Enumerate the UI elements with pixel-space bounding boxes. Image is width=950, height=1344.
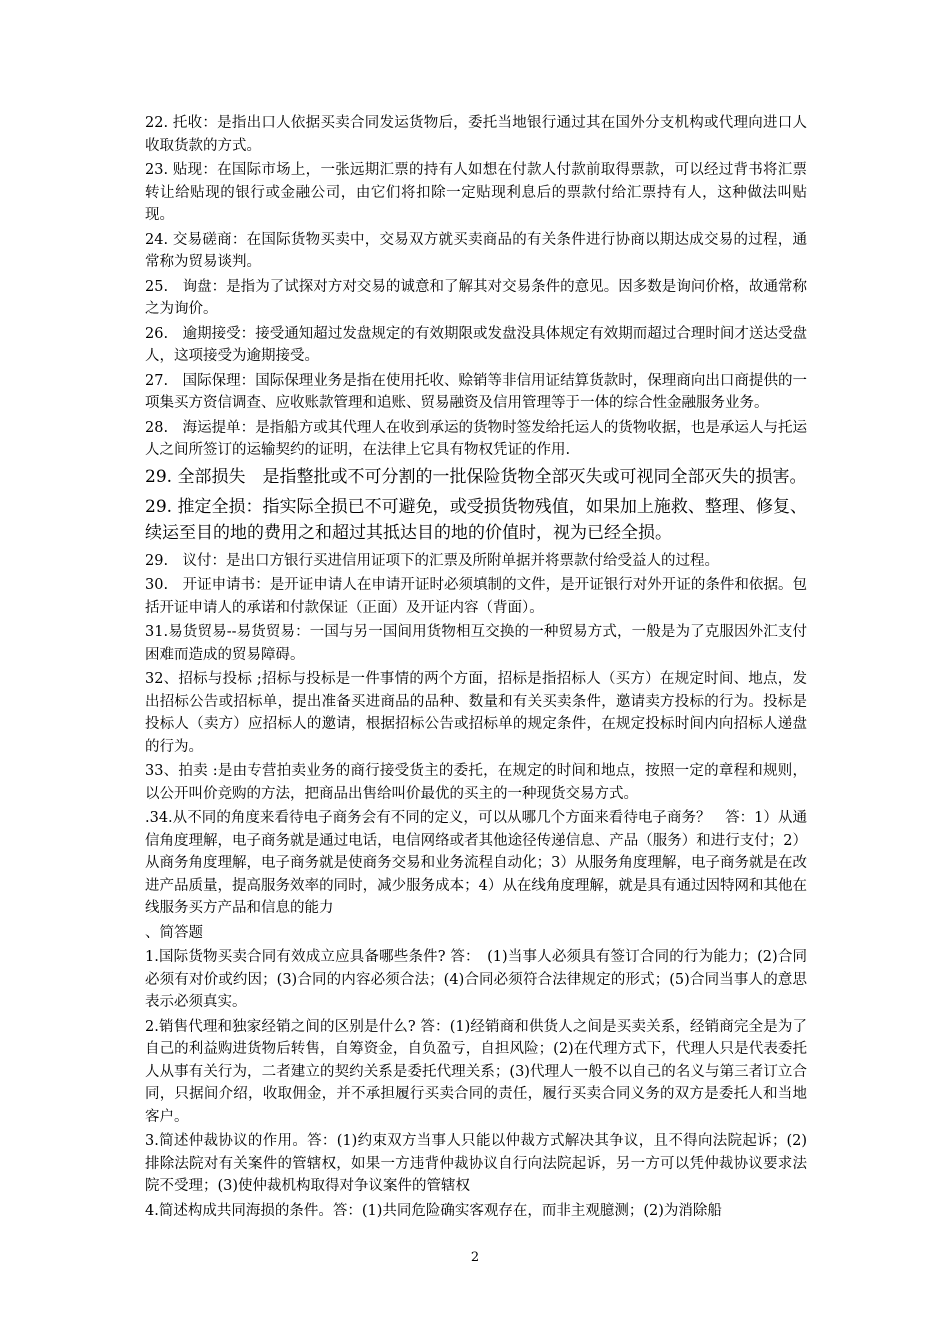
paragraph-31-barter: 31.易货贸易--易货贸易：一国与另一国间用货物相互交换的一种贸易方式，一般是为了克服因外汇支付困难而造成的贸易障碍。 <box>145 624 807 663</box>
paragraph-27-factoring: 27. 国际保理：国际保理业务是指在使用托收、赊销等非信用证结算货款时，保理商向出口商提供的一项集买方资信调查、应收账款管理和追账、贸易融资及信用管理等于一体的综合性金融服务业务。 <box>145 372 807 411</box>
paragraph-28-bill-of-lading: 28. 海运提单：是指船方或其代理人在收到承运的货物时签发给托运人的货物收据，也是承运人与托运人之间所签订的运输契约的证明，在法律上它具有物权凭证的作用. <box>145 419 807 458</box>
paragraph-26-late-acceptance: 26. 逾期接受：接受通知超过发盘规定的有效期限或发盘没具体规定有效期而超过合理时间才送达受盘人，这项接受为逾期接受。 <box>145 325 807 364</box>
question-3: 3.简述仲裁协议的作用。答：(1)约束双方当事人只能以仲裁方式解决其争议，且不得向法院起诉；(2)排除法院对有关案件的管辖权，如果一方违背仲裁协议自行向法院起诉，另一方可以凭仲裁协议要求法院不受理；(3)使仲裁机构取得对争议案件的管辖权 <box>145 1133 807 1194</box>
paragraph-29-total-loss: 29. 全部损失 是指整批或不可分割的一批保险货物全部灭失或可视同全部灭失的损害。 <box>145 466 807 487</box>
question-1: 1.国际货物买卖合同有效成立应具备哪些条件? 答： (1)当事人必须具有签订合同的行为能力；(2)合同必须有对价或约因；(3)合同的内容必须合法；(4)合同必须符合法律规定的形式；(5)合同当事人的意思表示必须真实。 <box>145 949 807 1010</box>
paragraph-22-collection: 22. 托收：是指出口人依据买卖合同发运货物后，委托当地银行通过其在国外分支机构或代理向进口人收取货款的方式。 <box>145 115 807 154</box>
paragraph-34-e-commerce: .34.从不同的角度来看待电子商务会有不同的定义，可以从哪几个方面来看待电子商务？ 答：1）从通信角度理解，电子商务就是通过电话，电信网络或者其他途径传递信息、产品（服务）和进行支付；2）从商务角度理解，电子商务就是使商务交易和业务流程自动化；3）从服务角度理解，电子商务就是在改进产品质量，提高服务效率的同时，减少服务成本；4）从在线角度理解，就是具有通过因特网和其他在线服务买方产品和信息的能力 <box>145 810 807 916</box>
paragraph-29-constructive-total-loss: 29. 推定全损：指实际全损已不可避免，或受损货物残值，如果加上施救、整理、修复、续运至目的地的费用之和超过其抵达目的地的价值时，视为已经全损。 <box>145 496 807 543</box>
document-body <box>145 112 807 1224</box>
paragraph-30-lc-application: 30. 开证申请书：是开证申请人在申请开证时必须填制的文件，是开证银行对外开证的条件和依据。包括开证申请人的承诺和付款保证（正面）及开证内容（背面）。 <box>145 577 807 616</box>
page-number: 2 <box>470 1250 480 1265</box>
question-4: 4.简述构成共同海损的条件。答：(1)共同危险确实客观存在，而非主观臆测；(2)为消除船 <box>145 1202 722 1219</box>
section-heading-short-answer: 、简答题 <box>145 924 203 941</box>
paragraph-23-discount: 23. 贴现：在国际市场上，一张远期汇票的持有人如想在付款人付款前取得票款，可以经过背书将汇票转让给贴现的银行或金融公司，由它们将扣除一定贴现利息后的票款付给汇票持有人，这种做法叫贴现。 <box>145 162 807 223</box>
paragraph-24-negotiation: 24. 交易磋商：在国际货物买卖中，交易双方就买卖商品的有关条件进行协商以期达成交易的过程，通常称为贸易谈判。 <box>145 231 807 270</box>
paragraph-29-negotiation-payment: 29. 议付：是出口方银行买进信用证项下的汇票及所附单据并将票款付给受益人的过程。 <box>145 552 720 569</box>
paragraph-25-enquiry: 25. 询盘：是指为了试探对方对交易的诚意和了解其对交易条件的意见。因多数是询问价格，故通常称之为询价。 <box>145 278 807 317</box>
question-2: 2.销售代理和独家经销之间的区别是什么? 答：(1)经销商和供货人之间是买卖关系，经销商完全是为了自己的利益购进货物后转售，自筹资金，自负盈亏，自担风险；(2)在代理方式下，代理人只是代表委托人从事有关行为，二者建立的契约关系是委托代理关系；(3)代理人一般不以自己的名义与第三者订立合同，只据间介绍，收取佣金，并不承担履行买卖合同的责任，履行买卖合同义务的双方是委托人和当地客户。 <box>145 1018 807 1125</box>
paragraph-33-auction: 33、拍卖 :是由专营拍卖业务的商行接受货主的委托，在规定的时间和地点，按照一定的章程和规则，以公开叫价竞购的方法，把商品出售给叫价最优的买主的一种现货交易方式。 <box>145 763 807 802</box>
paragraph-32-tender-bid: 32、招标与投标 ;招标与投标是一件事情的两个方面，招标是指招标人（买方）在规定时间、地点，发出招标公告或招标单，提出准备买进商品的品种、数量和有关买卖条件，邀请卖方投标的行为。投标是投标人（卖方）应招标人的邀请，根据招标公告或招标单的规定条件，在规定投标时间内向招标人递盘的行为。 <box>145 671 807 755</box>
